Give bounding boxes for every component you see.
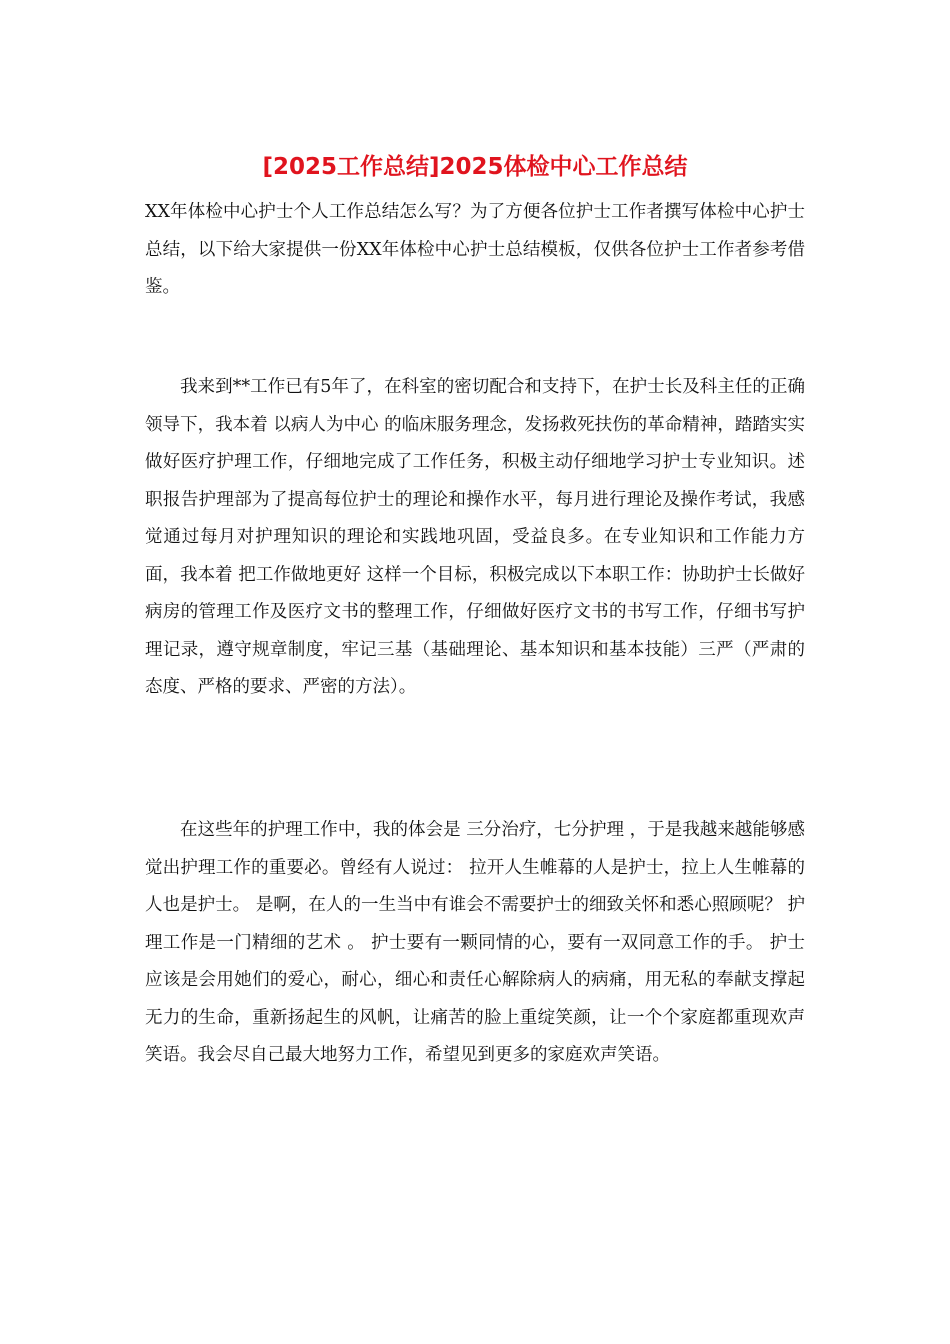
intro-paragraph: XX年体检中心护士个人工作总结怎么写？为了方便各位护士工作者撰写体检中心护士总结，以下给大家提供一份XX年体检中心护士总结模板，仅供各位护士工作者参考借鉴。 — [145, 202, 805, 297]
body-paragraph-work-experience: 我来到**工作已有5年了，在科室的密切配合和支持下，在护士长及科主任的正确领导下，我本着 以病人为中心 的临床服务理念，发扬救死扶伤的革命精神，踏踏实实做好医疗护理工作，仔细地完成了工作任务，积极主动仔细地学习护士专业知识。述职报告护理部为了提高每位护士的理论和操作水平，每月进行理论及操作考试，我感觉通过每月对护理知识的理论和实践地巩固，受益良多。在专业知识和工作能力方面，我本着 把工作做地更好 这样一个目标，积极完成以下本职工作：协助护士长做好病房的管理工作及医疗文书的整理工作，仔细做好医疗文书的书写工作，仔细书写护理记录，遵守规章制度，牢记三基（基础理论、基本知识和基本技能）三严（严肃的态度、严格的要求、严密的方法）。 — [145, 377, 805, 697]
body-paragraph-nursing-reflection: 在这些年的护理工作中，我的体会是 三分治疗，七分护理 ，于是我越来越能够感觉出护理工作的重要必。曾经有人说过： 拉开人生帷幕的人是护士，拉上人生帷幕的人也是护士。 是啊，在人的一生当中有谁会不需要护士的细致关怀和悉心照顾呢？ 护理工作是一门精细的艺术 。 护士要有一颗同情的心，要有一双同意工作的手。 护士应该是会用她们的爱心，耐心，细心和责任心解除病人的病痛，用无私的奉献支撑起无力的生命，重新扬起生的风帆，让痛苦的脸上重绽笑颜，让一个个家庭都重现欢声笑语。我会尽自己最大地努力工作，希望见到更多的家庭欢声笑语。 — [145, 820, 805, 1065]
document-title: [2025工作总结]2025体检中心工作总结 — [262, 154, 688, 180]
